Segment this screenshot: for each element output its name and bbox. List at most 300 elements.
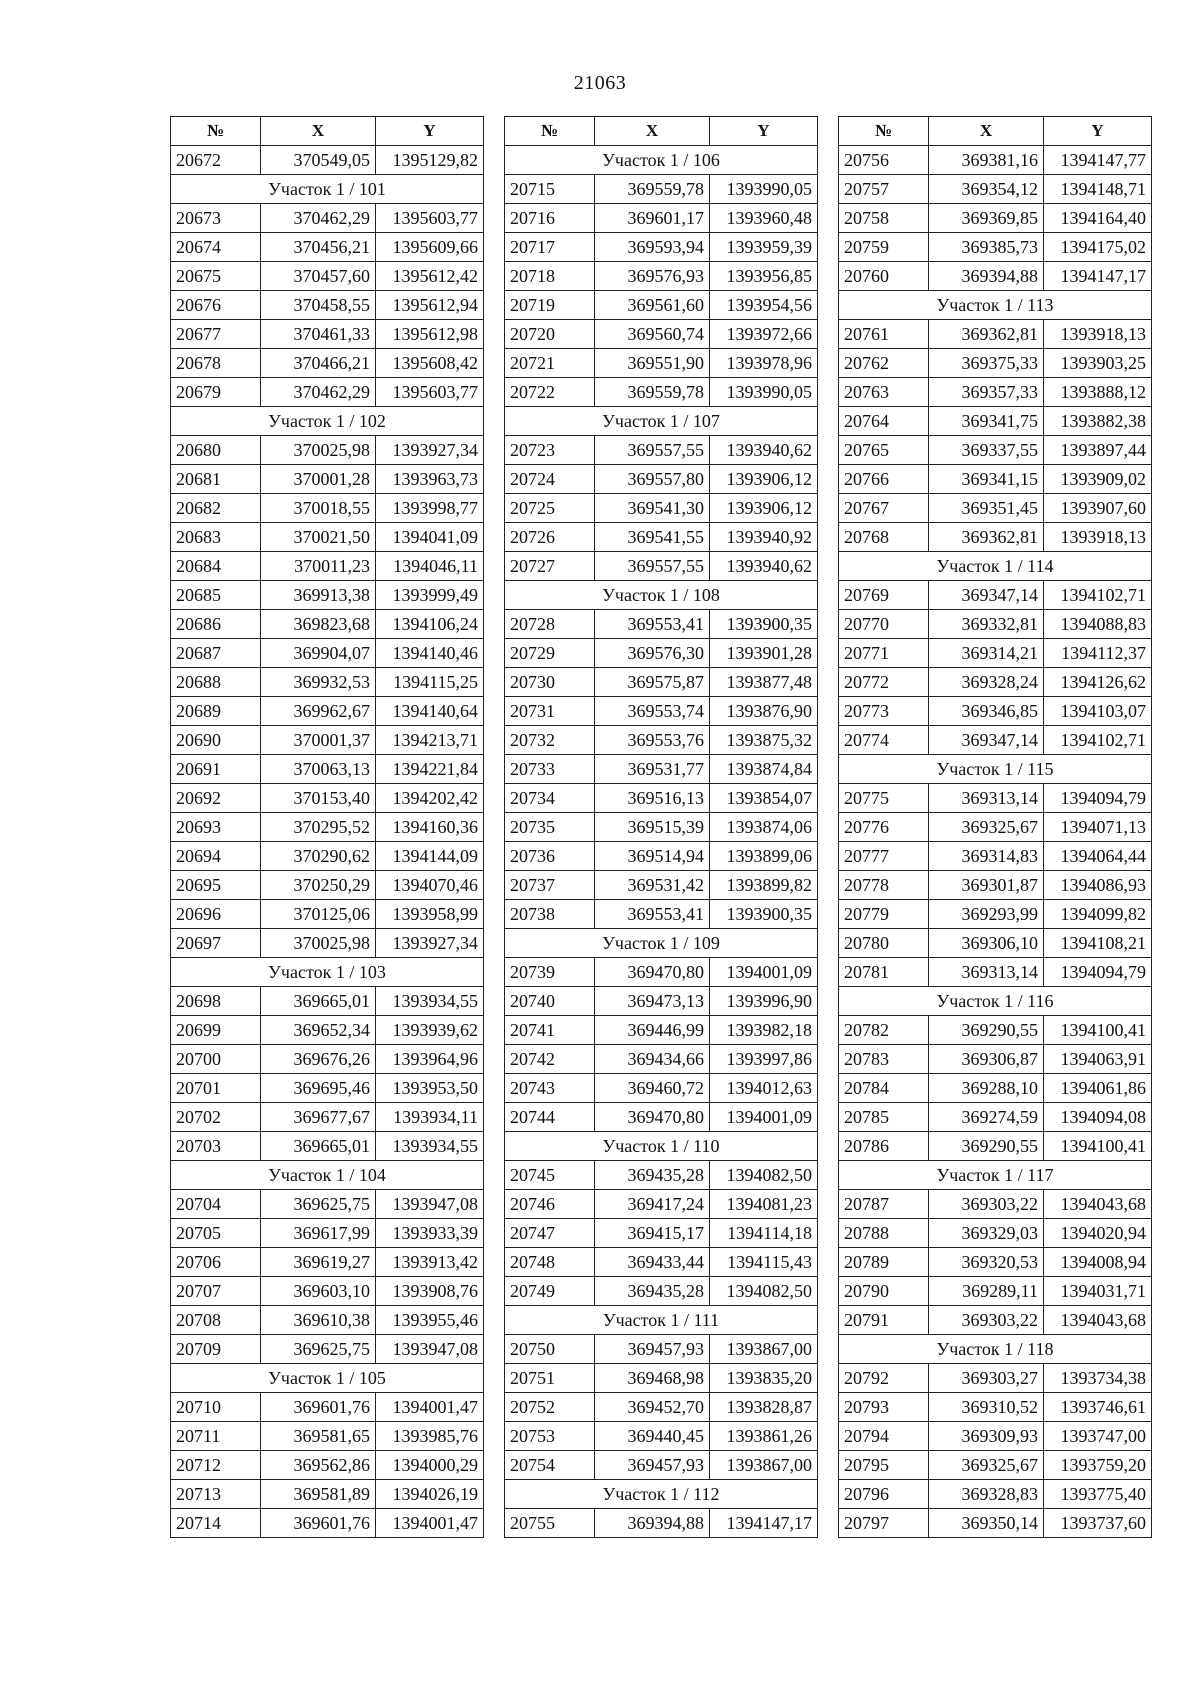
y-coordinate-cell: 1393954,56 [710,291,818,320]
point-number-cell: 20694 [171,842,261,871]
header-x: X [595,117,710,146]
section-title: Участок 1 / 115 [839,755,1152,784]
x-coordinate-cell: 369473,13 [595,987,710,1016]
page-number: 21063 [573,72,627,94]
y-coordinate-cell: 1395612,94 [376,291,484,320]
point-number-cell: 20745 [505,1161,595,1190]
x-coordinate-cell: 369385,73 [929,233,1044,262]
table-row [505,1509,818,1538]
section-header-row [505,407,818,436]
point-number-cell: 20759 [839,233,929,262]
y-coordinate-cell: 1393940,62 [710,552,818,581]
table-row [505,349,818,378]
point-number-cell: 20790 [839,1277,929,1306]
point-number-cell: 20755 [505,1509,595,1538]
point-number-cell: 20784 [839,1074,929,1103]
y-coordinate-cell: 1394008,94 [1044,1248,1152,1277]
table-row [171,233,484,262]
section-header-row [171,1364,484,1393]
point-number-cell: 20797 [839,1509,929,1538]
table-row [171,436,484,465]
point-number-cell: 20695 [171,871,261,900]
table-row [505,726,818,755]
table-row [171,494,484,523]
section-header-row [839,755,1152,784]
table-row [171,1190,484,1219]
x-coordinate-cell: 369350,14 [929,1509,1044,1538]
y-coordinate-cell: 1393900,35 [710,900,818,929]
section-title: Участок 1 / 108 [505,581,818,610]
y-coordinate-cell: 1394041,09 [376,523,484,552]
header-x: X [929,117,1044,146]
x-coordinate-cell: 370458,55 [261,291,376,320]
x-coordinate-cell: 369553,76 [595,726,710,755]
y-coordinate-cell: 1393835,20 [710,1364,818,1393]
table-row [171,1277,484,1306]
y-coordinate-cell: 1394063,91 [1044,1045,1152,1074]
point-number-cell: 20711 [171,1422,261,1451]
y-coordinate-cell: 1394043,68 [1044,1190,1152,1219]
table-row [171,813,484,842]
coordinates-table-column-3 [838,116,1152,1538]
y-coordinate-cell: 1393877,48 [710,668,818,697]
y-coordinate-cell: 1395612,98 [376,320,484,349]
header-number: № [505,117,595,146]
y-coordinate-cell: 1395603,77 [376,204,484,233]
y-coordinate-cell: 1393940,62 [710,436,818,465]
y-coordinate-cell: 1394144,09 [376,842,484,871]
y-coordinate-cell: 1394082,50 [710,1161,818,1190]
table-row [505,233,818,262]
section-title: Участок 1 / 105 [171,1364,484,1393]
x-coordinate-cell: 369325,67 [929,813,1044,842]
y-coordinate-cell: 1393985,76 [376,1422,484,1451]
y-coordinate-cell: 1395129,82 [376,146,484,175]
point-number-cell: 20779 [839,900,929,929]
point-number-cell: 20731 [505,697,595,726]
x-coordinate-cell: 370466,21 [261,349,376,378]
point-number-cell: 20749 [505,1277,595,1306]
y-coordinate-cell: 1393964,96 [376,1045,484,1074]
x-coordinate-cell: 370021,50 [261,523,376,552]
point-number-cell: 20739 [505,958,595,987]
point-number-cell: 20771 [839,639,929,668]
point-number-cell: 20773 [839,697,929,726]
table-row [505,958,818,987]
x-coordinate-cell: 369325,67 [929,1451,1044,1480]
y-coordinate-cell: 1394213,71 [376,726,484,755]
x-coordinate-cell: 369435,28 [595,1161,710,1190]
y-coordinate-cell: 1393906,12 [710,465,818,494]
table-row [839,204,1152,233]
table-row [171,1393,484,1422]
x-coordinate-cell: 369303,27 [929,1364,1044,1393]
point-number-cell: 20793 [839,1393,929,1422]
y-coordinate-cell: 1394147,17 [710,1509,818,1538]
x-coordinate-cell: 369551,90 [595,349,710,378]
point-number-cell: 20744 [505,1103,595,1132]
y-coordinate-cell: 1393876,90 [710,697,818,726]
x-coordinate-cell: 370250,29 [261,871,376,900]
table-row [505,639,818,668]
header-y: Y [376,117,484,146]
table-row [505,1393,818,1422]
y-coordinate-cell: 1393897,44 [1044,436,1152,465]
y-coordinate-cell: 1395609,66 [376,233,484,262]
y-coordinate-cell: 1394000,29 [376,1451,484,1480]
y-coordinate-cell: 1393747,00 [1044,1422,1152,1451]
y-coordinate-cell: 1393934,55 [376,1132,484,1161]
x-coordinate-cell: 370461,33 [261,320,376,349]
y-coordinate-cell: 1394102,71 [1044,581,1152,610]
point-number-cell: 20792 [839,1364,929,1393]
x-coordinate-cell: 370549,05 [261,146,376,175]
y-coordinate-cell: 1393934,55 [376,987,484,1016]
table-row [505,1248,818,1277]
point-number-cell: 20760 [839,262,929,291]
y-coordinate-cell: 1393867,00 [710,1335,818,1364]
x-coordinate-cell: 369562,86 [261,1451,376,1480]
section-title: Участок 1 / 116 [839,987,1152,1016]
x-coordinate-cell: 369381,16 [929,146,1044,175]
x-coordinate-cell: 369625,75 [261,1190,376,1219]
table-row [505,465,818,494]
y-coordinate-cell: 1393759,20 [1044,1451,1152,1480]
table-row [505,552,818,581]
point-number-cell: 20741 [505,1016,595,1045]
section-title: Участок 1 / 107 [505,407,818,436]
y-coordinate-cell: 1393947,08 [376,1335,484,1364]
y-coordinate-cell: 1393861,26 [710,1422,818,1451]
point-number-cell: 20756 [839,146,929,175]
x-coordinate-cell: 370001,28 [261,465,376,494]
x-coordinate-cell: 369341,15 [929,465,1044,494]
y-coordinate-cell: 1394100,41 [1044,1016,1152,1045]
y-coordinate-cell: 1393775,40 [1044,1480,1152,1509]
point-number-cell: 20707 [171,1277,261,1306]
table-row [839,465,1152,494]
point-number-cell: 20690 [171,726,261,755]
point-number-cell: 20722 [505,378,595,407]
point-number-cell: 20750 [505,1335,595,1364]
point-number-cell: 20740 [505,987,595,1016]
section-header-row [171,175,484,204]
table-row [505,378,818,407]
table-row [505,784,818,813]
header-number: № [171,117,261,146]
point-number-cell: 20726 [505,523,595,552]
y-coordinate-cell: 1393913,42 [376,1248,484,1277]
section-title: Участок 1 / 112 [505,1480,818,1509]
section-title: Участок 1 / 113 [839,291,1152,320]
table-row [171,871,484,900]
table-row [839,1074,1152,1103]
y-coordinate-cell: 1393996,90 [710,987,818,1016]
y-coordinate-cell: 1394115,25 [376,668,484,697]
section-title: Участок 1 / 111 [505,1306,818,1335]
y-coordinate-cell: 1393918,13 [1044,523,1152,552]
point-number-cell: 20691 [171,755,261,784]
table-row [839,610,1152,639]
point-number-cell: 20783 [839,1045,929,1074]
x-coordinate-cell: 370456,21 [261,233,376,262]
x-coordinate-cell: 369665,01 [261,1132,376,1161]
x-coordinate-cell: 369617,99 [261,1219,376,1248]
table-row [839,523,1152,552]
x-coordinate-cell: 369553,74 [595,697,710,726]
table-row [171,697,484,726]
table-row [171,842,484,871]
y-coordinate-cell: 1394202,42 [376,784,484,813]
x-coordinate-cell: 369559,78 [595,175,710,204]
y-coordinate-cell: 1394001,09 [710,958,818,987]
table-row [839,1248,1152,1277]
table-row [839,1103,1152,1132]
table-row [505,1016,818,1045]
point-number-cell: 20699 [171,1016,261,1045]
y-coordinate-cell: 1393958,99 [376,900,484,929]
y-coordinate-cell: 1393960,48 [710,204,818,233]
point-number-cell: 20682 [171,494,261,523]
x-coordinate-cell: 369313,14 [929,958,1044,987]
table-row [171,1306,484,1335]
y-coordinate-cell: 1394106,24 [376,610,484,639]
y-coordinate-cell: 1393978,96 [710,349,818,378]
x-coordinate-cell: 369313,14 [929,784,1044,813]
point-number-cell: 20763 [839,378,929,407]
x-coordinate-cell: 369347,14 [929,726,1044,755]
table-row [839,1016,1152,1045]
point-number-cell: 20714 [171,1509,261,1538]
table-row [839,1045,1152,1074]
y-coordinate-cell: 1394064,44 [1044,842,1152,871]
section-header-row [505,581,818,610]
table-row [171,1132,484,1161]
y-coordinate-cell: 1393997,86 [710,1045,818,1074]
section-header-row [505,146,818,175]
y-coordinate-cell: 1394147,17 [1044,262,1152,291]
y-coordinate-cell: 1394071,13 [1044,813,1152,842]
table-row [171,1248,484,1277]
section-header-row [839,1335,1152,1364]
point-number-cell: 20713 [171,1480,261,1509]
table-row [505,900,818,929]
point-number-cell: 20754 [505,1451,595,1480]
table-row [505,1277,818,1306]
table-header-row [171,117,484,146]
point-number-cell: 20710 [171,1393,261,1422]
point-number-cell: 20679 [171,378,261,407]
table-row [839,407,1152,436]
x-coordinate-cell: 369460,72 [595,1074,710,1103]
point-number-cell: 20795 [839,1451,929,1480]
y-coordinate-cell: 1394148,71 [1044,175,1152,204]
x-coordinate-cell: 369601,17 [595,204,710,233]
y-coordinate-cell: 1394108,21 [1044,929,1152,958]
table-row [839,175,1152,204]
point-number-cell: 20729 [505,639,595,668]
table-row [839,1190,1152,1219]
y-coordinate-cell: 1394001,47 [376,1509,484,1538]
y-coordinate-cell: 1394081,23 [710,1190,818,1219]
point-number-cell: 20785 [839,1103,929,1132]
point-number-cell: 20677 [171,320,261,349]
table-row [839,1219,1152,1248]
point-number-cell: 20796 [839,1480,929,1509]
table-row [839,436,1152,465]
table-row [839,1364,1152,1393]
x-coordinate-cell: 369677,67 [261,1103,376,1132]
y-coordinate-cell: 1393947,08 [376,1190,484,1219]
y-coordinate-cell: 1394043,68 [1044,1306,1152,1335]
coordinates-table-column-1 [170,116,484,1538]
section-title: Участок 1 / 117 [839,1161,1152,1190]
x-coordinate-cell: 369417,24 [595,1190,710,1219]
point-number-cell: 20723 [505,436,595,465]
table-row [505,668,818,697]
point-number-cell: 20789 [839,1248,929,1277]
table-row [171,1016,484,1045]
section-title: Участок 1 / 101 [171,175,484,204]
y-coordinate-cell: 1393956,85 [710,262,818,291]
y-coordinate-cell: 1395612,42 [376,262,484,291]
table-row [171,146,484,175]
y-coordinate-cell: 1394086,93 [1044,871,1152,900]
y-coordinate-cell: 1393963,73 [376,465,484,494]
y-coordinate-cell: 1393955,46 [376,1306,484,1335]
point-number-cell: 20684 [171,552,261,581]
x-coordinate-cell: 369303,22 [929,1306,1044,1335]
table-row [505,697,818,726]
point-number-cell: 20712 [171,1451,261,1480]
x-coordinate-cell: 369434,66 [595,1045,710,1074]
table-row [171,639,484,668]
x-coordinate-cell: 369435,28 [595,1277,710,1306]
y-coordinate-cell: 1393737,60 [1044,1509,1152,1538]
table-row [505,813,818,842]
y-coordinate-cell: 1393933,39 [376,1219,484,1248]
x-coordinate-cell: 369576,93 [595,262,710,291]
point-number-cell: 20747 [505,1219,595,1248]
header-y: Y [1044,117,1152,146]
y-coordinate-cell: 1394070,46 [376,871,484,900]
table-row [839,929,1152,958]
section-header-row [171,1161,484,1190]
y-coordinate-cell: 1394126,62 [1044,668,1152,697]
point-number-cell: 20774 [839,726,929,755]
y-coordinate-cell: 1394046,11 [376,552,484,581]
x-coordinate-cell: 369676,26 [261,1045,376,1074]
y-coordinate-cell: 1394031,71 [1044,1277,1152,1306]
table-header-row [839,117,1152,146]
table-row [505,494,818,523]
table-row [839,1422,1152,1451]
y-coordinate-cell: 1393934,11 [376,1103,484,1132]
y-coordinate-cell: 1393998,77 [376,494,484,523]
table-row [171,668,484,697]
point-number-cell: 20772 [839,668,929,697]
y-coordinate-cell: 1393874,06 [710,813,818,842]
x-coordinate-cell: 369303,22 [929,1190,1044,1219]
point-number-cell: 20758 [839,204,929,233]
table-row [171,1451,484,1480]
x-coordinate-cell: 369328,83 [929,1480,1044,1509]
table-row [839,668,1152,697]
x-coordinate-cell: 370025,98 [261,436,376,465]
point-number-cell: 20786 [839,1132,929,1161]
y-coordinate-cell: 1393927,34 [376,436,484,465]
x-coordinate-cell: 369306,87 [929,1045,1044,1074]
point-number-cell: 20725 [505,494,595,523]
point-number-cell: 20724 [505,465,595,494]
point-number-cell: 20748 [505,1248,595,1277]
y-coordinate-cell: 1393828,87 [710,1393,818,1422]
x-coordinate-cell: 369341,75 [929,407,1044,436]
point-number-cell: 20675 [171,262,261,291]
y-coordinate-cell: 1393903,25 [1044,349,1152,378]
y-coordinate-cell: 1393875,32 [710,726,818,755]
x-coordinate-cell: 369603,10 [261,1277,376,1306]
point-number-cell: 20680 [171,436,261,465]
y-coordinate-cell: 1393990,05 [710,175,818,204]
point-number-cell: 20778 [839,871,929,900]
point-number-cell: 20767 [839,494,929,523]
table-row [839,320,1152,349]
point-number-cell: 20678 [171,349,261,378]
table-row [505,175,818,204]
point-number-cell: 20687 [171,639,261,668]
x-coordinate-cell: 369541,30 [595,494,710,523]
section-header-row [839,1161,1152,1190]
point-number-cell: 20701 [171,1074,261,1103]
y-coordinate-cell: 1394094,79 [1044,958,1152,987]
table-row [839,146,1152,175]
x-coordinate-cell: 369932,53 [261,668,376,697]
table-row [839,1509,1152,1538]
point-number-cell: 20765 [839,436,929,465]
y-coordinate-cell: 1393909,02 [1044,465,1152,494]
table-row [839,639,1152,668]
section-header-row [505,929,818,958]
table-row [505,1190,818,1219]
y-coordinate-cell: 1393901,28 [710,639,818,668]
x-coordinate-cell: 369362,81 [929,523,1044,552]
y-coordinate-cell: 1394094,08 [1044,1103,1152,1132]
y-coordinate-cell: 1393874,84 [710,755,818,784]
point-number-cell: 20696 [171,900,261,929]
x-coordinate-cell: 369601,76 [261,1393,376,1422]
y-coordinate-cell: 1393908,76 [376,1277,484,1306]
x-coordinate-cell: 369293,99 [929,900,1044,929]
y-coordinate-cell: 1394100,41 [1044,1132,1152,1161]
x-coordinate-cell: 369440,45 [595,1422,710,1451]
section-header-row [839,291,1152,320]
table-row [171,755,484,784]
point-number-cell: 20781 [839,958,929,987]
point-number-cell: 20777 [839,842,929,871]
section-title: Участок 1 / 118 [839,1335,1152,1364]
x-coordinate-cell: 369433,44 [595,1248,710,1277]
y-coordinate-cell: 1393940,92 [710,523,818,552]
x-coordinate-cell: 370462,29 [261,204,376,233]
point-number-cell: 20788 [839,1219,929,1248]
point-number-cell: 20728 [505,610,595,639]
x-coordinate-cell: 370295,52 [261,813,376,842]
point-number-cell: 20732 [505,726,595,755]
point-number-cell: 20727 [505,552,595,581]
x-coordinate-cell: 369581,89 [261,1480,376,1509]
table-row [839,958,1152,987]
